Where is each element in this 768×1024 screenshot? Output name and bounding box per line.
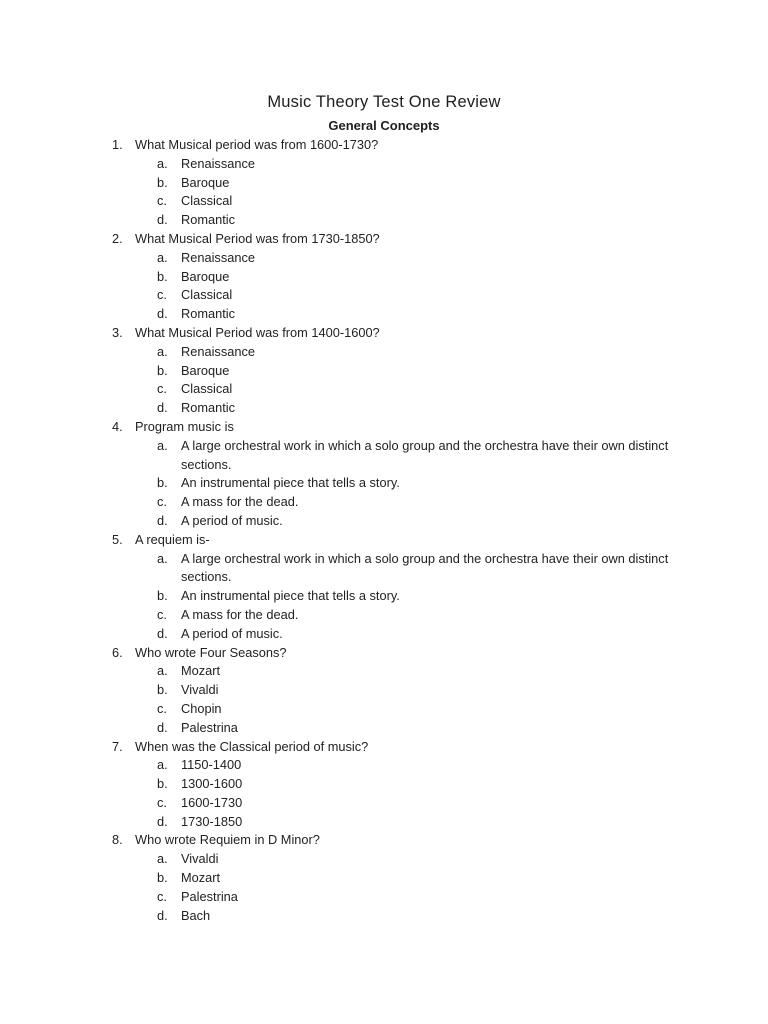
question-text: What Musical period was from 1600-1730? xyxy=(135,137,379,152)
option-letter: c. xyxy=(157,287,167,303)
answer-option xyxy=(0,474,768,493)
question-text: What Musical Period was from 1730-1850? xyxy=(135,230,380,246)
option-letter: a. xyxy=(157,851,168,867)
question-number: 4. xyxy=(112,418,123,434)
answer-options xyxy=(0,756,768,831)
option-text: 1730-1850 xyxy=(181,813,243,829)
option-text: Palestrina xyxy=(181,719,238,735)
question-number: 6. xyxy=(112,644,123,660)
question-number: 5. xyxy=(112,531,123,547)
option-letter: b. xyxy=(157,268,168,284)
option-text: 1600-1730 xyxy=(181,794,243,810)
option-letter: a. xyxy=(157,663,168,679)
question-6 xyxy=(0,644,768,738)
answer-option xyxy=(0,681,768,700)
question-number: 3. xyxy=(112,324,123,340)
option-letter: d. xyxy=(157,813,168,829)
option-text: A period of music. xyxy=(181,625,283,641)
question-text: A requiem is- xyxy=(135,531,210,547)
question-4 xyxy=(0,418,768,531)
answer-options xyxy=(0,343,768,418)
option-letter: c. xyxy=(157,700,167,716)
answer-options xyxy=(0,662,768,737)
option-text: Chopin xyxy=(181,700,222,716)
option-text: Baroque xyxy=(181,362,230,378)
option-letter: d. xyxy=(157,306,168,322)
answer-option xyxy=(0,587,768,606)
option-letter: a. xyxy=(157,343,168,359)
question-text: What Musical Period was from 1400-1600? xyxy=(135,324,380,340)
answer-option xyxy=(0,493,768,512)
answer-option xyxy=(0,211,768,230)
question-1 xyxy=(0,136,768,230)
option-text: Bach xyxy=(181,907,211,923)
answer-option xyxy=(0,437,768,475)
option-letter: d. xyxy=(157,625,168,641)
answer-options xyxy=(0,155,768,230)
question-8 xyxy=(0,831,768,925)
answer-option xyxy=(0,625,768,644)
option-letter: d. xyxy=(157,512,168,528)
option-text: A large orchestral work in which a solo group and the orchestra have their own distinct sections. xyxy=(181,437,669,472)
question-7 xyxy=(0,738,768,832)
option-text: Vivaldi xyxy=(181,682,219,698)
option-letter: a. xyxy=(157,437,168,453)
option-letter: c. xyxy=(157,193,167,209)
option-text: Classical xyxy=(181,193,233,209)
option-letter: c. xyxy=(157,888,167,904)
answer-option xyxy=(0,606,768,625)
option-letter: b. xyxy=(157,475,168,491)
question-number: 7. xyxy=(112,738,123,754)
option-letter: b. xyxy=(157,362,168,378)
option-text: 1300-1600 xyxy=(181,776,243,792)
option-letter: c. xyxy=(157,606,167,622)
question-text: Who wrote Four Seasons? xyxy=(135,644,287,660)
option-letter: b. xyxy=(157,870,168,886)
answer-option xyxy=(0,174,768,193)
option-letter: b. xyxy=(157,776,168,792)
option-letter: a. xyxy=(157,757,168,773)
option-text: Palestrina xyxy=(181,888,238,904)
question-2 xyxy=(0,230,768,324)
answer-option xyxy=(0,155,768,174)
option-text: Romantic xyxy=(181,212,236,228)
option-text: 1150-1400 xyxy=(181,757,242,773)
option-letter: b. xyxy=(157,174,168,190)
option-letter: c. xyxy=(157,794,167,810)
question-3 xyxy=(0,324,768,418)
option-text: Romantic xyxy=(181,400,236,416)
answer-option xyxy=(0,888,768,907)
option-letter: d. xyxy=(157,212,168,228)
answer-option xyxy=(0,719,768,738)
option-text: Romantic xyxy=(181,306,236,322)
option-text: A large orchestral work in which a solo group and the orchestra have their own distinct sections. xyxy=(181,550,669,585)
question-text: Who wrote Requiem in D Minor? xyxy=(135,832,320,848)
option-text: Classical xyxy=(181,381,233,397)
answer-options xyxy=(0,249,768,324)
option-text: Renaissance xyxy=(181,249,255,265)
answer-options xyxy=(0,850,768,925)
answer-option xyxy=(0,700,768,719)
option-letter: b. xyxy=(157,588,168,604)
option-text: Renaissance xyxy=(181,155,255,171)
answer-options xyxy=(0,437,768,531)
option-letter: a. xyxy=(157,550,168,566)
option-text: Mozart xyxy=(181,663,221,679)
answer-option xyxy=(0,268,768,287)
option-letter: c. xyxy=(157,381,167,397)
answer-option xyxy=(0,362,768,381)
answer-option xyxy=(0,286,768,305)
option-letter: d. xyxy=(157,400,168,416)
option-letter: b. xyxy=(157,682,168,698)
question-number: 1. xyxy=(112,137,123,152)
option-text: An instrumental piece that tells a story. xyxy=(181,588,400,604)
answer-option xyxy=(0,192,768,211)
answer-option xyxy=(0,550,768,588)
answer-option xyxy=(0,662,768,681)
page-title: Music Theory Test One Review xyxy=(267,93,501,111)
answer-option xyxy=(0,869,768,888)
answer-option xyxy=(0,813,768,832)
option-letter: a. xyxy=(157,249,168,265)
answer-option xyxy=(0,399,768,418)
answer-option xyxy=(0,794,768,813)
question-text: Program music is xyxy=(135,418,234,434)
answer-option xyxy=(0,512,768,531)
answer-option xyxy=(0,907,768,926)
answer-option xyxy=(0,305,768,324)
option-letter: a. xyxy=(157,155,168,171)
answer-options xyxy=(0,550,768,644)
option-text: Vivaldi xyxy=(181,851,219,867)
option-letter: c. xyxy=(157,494,167,510)
option-letter: d. xyxy=(157,719,168,735)
option-letter: d. xyxy=(157,907,168,923)
answer-option xyxy=(0,756,768,775)
question-text: When was the Classical period of music? xyxy=(135,738,369,754)
option-text: A mass for the dead. xyxy=(181,606,299,622)
answer-option xyxy=(0,380,768,399)
question-5 xyxy=(0,531,768,644)
option-text: An instrumental piece that tells a story. xyxy=(181,475,400,491)
option-text: A mass for the dead. xyxy=(181,494,299,510)
answer-option xyxy=(0,850,768,869)
question-list xyxy=(0,136,768,925)
question-number: 2. xyxy=(112,230,123,246)
option-text: Mozart xyxy=(181,870,221,886)
answer-option xyxy=(0,343,768,362)
option-text: Baroque xyxy=(181,268,230,284)
option-text: Baroque xyxy=(181,174,230,190)
answer-option xyxy=(0,249,768,268)
option-text: Renaissance xyxy=(181,343,255,359)
option-text: Classical xyxy=(181,287,233,303)
question-number: 8. xyxy=(112,832,123,848)
answer-option xyxy=(0,775,768,794)
section-heading: General Concepts xyxy=(328,118,440,133)
option-text: A period of music. xyxy=(181,512,283,528)
